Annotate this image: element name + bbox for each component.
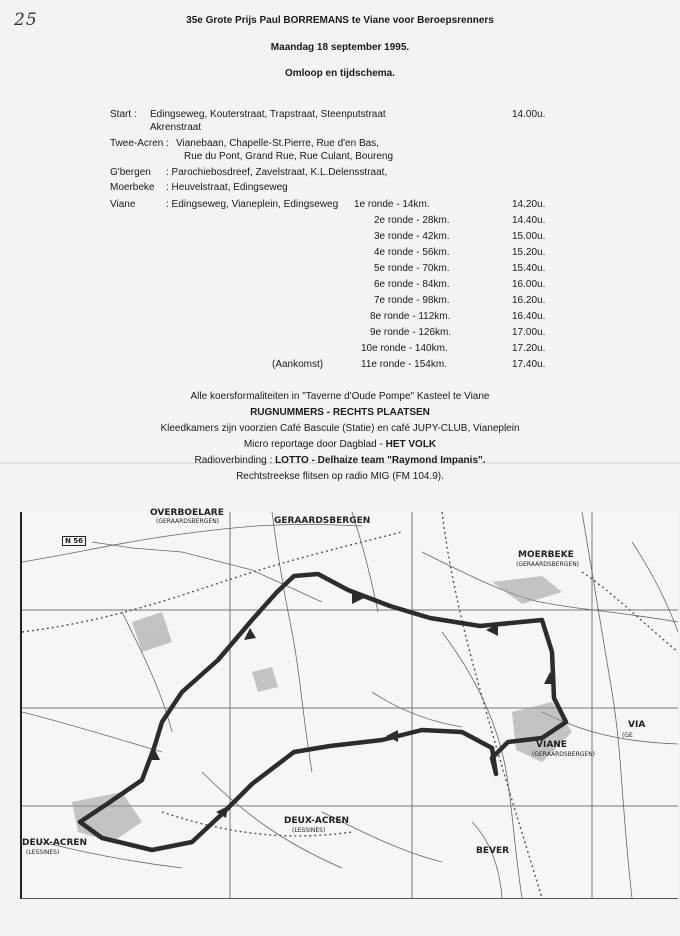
label-deux-acren-left-sub: (LESSINES) <box>26 849 60 856</box>
radio-link-info <box>0 455 680 466</box>
road-sign-n56: N 56 <box>62 536 86 546</box>
viane-streets: : Edingseweg, Vianeplein, Edingseweg <box>166 199 339 210</box>
lap-9: 9e ronde - 126km. <box>370 327 452 338</box>
label-overboelare-sub: (GERAARDSBERGEN) <box>156 518 220 525</box>
lap-5: 5e ronde - 70km. <box>374 263 450 274</box>
map-roads <box>22 512 678 898</box>
lap-9-time: 17.00u. <box>512 327 546 338</box>
twee-acren-streets: Vianebaan, Chapelle-St.Pierre, Rue d'en Bas, <box>176 138 379 149</box>
lap-4-time: 15.20u. <box>512 247 546 258</box>
formalities-info: Alle koersformaliteiten in "Taverne d'Oude Pompe" Kasteel te Viane <box>190 391 490 402</box>
lap-11-time: 17.40u. <box>512 359 546 370</box>
route-map <box>20 508 678 899</box>
bib-numbers-info: RUGNUMMERS - RECHTS PLAATSEN <box>250 407 430 418</box>
lap-2: 2e ronde - 28km. <box>374 215 450 226</box>
lap-10-time: 17.20u. <box>512 343 546 354</box>
direction-arrows <box>148 592 556 818</box>
lotto-name: LOTTO <box>275 455 309 466</box>
label-via-edge: VIA <box>628 720 646 730</box>
moerbeke-streets: : Heuvelstraat, Edingseweg <box>166 182 288 193</box>
start-streets: Edingseweg, Kouterstraat, Trapstraat, Steenputstraat <box>150 109 386 120</box>
label-geraardsbergen: GERAARDSBERGEN <box>274 516 371 526</box>
viane-label: Viane <box>110 199 136 210</box>
arrival-label: (Aankomst) <box>272 359 324 370</box>
team-name: - Delhaize team "Raymond Impanis". <box>308 455 486 466</box>
lap-6-time: 16.00u. <box>512 279 546 290</box>
label-viane: VIANE <box>536 740 567 750</box>
lap-10: 10e ronde - 140km. <box>361 343 448 354</box>
gbergen-label: G'bergen <box>110 167 151 178</box>
moerbeke-label: Moerbeke <box>110 182 155 193</box>
race-title: 35e Grote Prijs Paul BORREMANS te Viane voor Beroepsrenners <box>186 15 494 26</box>
map-boundaries <box>22 512 678 898</box>
section-subtitle: Omloop en tijdschema. <box>284 68 396 79</box>
lap-7-time: 16.20u. <box>512 295 546 306</box>
label-overboelare: OVERBOELARE <box>150 508 224 518</box>
lap-6: 6e ronde - 84km. <box>374 279 450 290</box>
newspaper-name: HET VOLK <box>385 439 437 450</box>
gbergen-streets: : Parochiebosdreef, Zavelstraat, K.L.Delensstraat, <box>166 167 388 178</box>
lap-1-time: 14.20u. <box>512 199 546 210</box>
radio-link-prefix: Radioverbinding : <box>194 455 276 466</box>
lap-5-time: 15.40u. <box>512 263 546 274</box>
label-deux-acren-center-sub: (LESSINES) <box>292 827 326 834</box>
lap-2-time: 14.40u. <box>512 215 546 226</box>
radio-report-prefix: Micro reportage door Dagblad - <box>243 439 386 450</box>
lap-3-time: 15.00u. <box>512 231 546 242</box>
lap-3: 3e ronde - 42km. <box>374 231 450 242</box>
lap-4: 4e ronde - 56km. <box>374 247 450 258</box>
start-streets-cont: Akrenstraat <box>150 122 202 133</box>
label-deux-acren-left: DEUX-ACREN <box>22 838 88 848</box>
twee-acren-label: Twee-Acren : <box>110 138 169 149</box>
route-map-drawing <box>22 512 678 898</box>
lap-7: 7e ronde - 98km. <box>374 295 450 306</box>
start-time: 14.00u. <box>512 109 546 120</box>
handwritten-page-number: 25 <box>14 10 38 30</box>
label-moerbeke: MOERBEKE <box>518 550 574 560</box>
lap-11: 11e ronde - 154km. <box>361 359 447 370</box>
label-deux-acren-center: DEUX-ACREN <box>284 816 350 826</box>
start-label: Start : <box>110 109 137 120</box>
label-bever: BEVER <box>476 846 510 856</box>
radio-report-info <box>0 439 680 450</box>
map-grid <box>22 512 678 898</box>
lap-8-time: 16.40u. <box>512 311 546 322</box>
label-viane-sub: (GERAARDSBERGEN) <box>532 751 596 758</box>
map-built-areas <box>72 576 572 842</box>
label-via-edge-sub: (GE <box>622 732 633 739</box>
race-date: Maandag 18 september 1995. <box>270 42 410 53</box>
lap-1: 1e ronde - 14km. <box>354 199 430 210</box>
radio-flash-info: Rechtstreekse flitsen op radio MIG (FM 104.9). <box>236 471 444 482</box>
lap-8: 8e ronde - 112km. <box>370 311 451 322</box>
twee-acren-streets-cont: Rue du Pont, Grand Rue, Rue Culant, Boureng <box>184 151 394 162</box>
changing-rooms-info: Kleedkamers zijn voorzien Café Bascule (Statie) en café JUPY-CLUB, Vianeplein <box>160 423 520 434</box>
label-moerbeke-sub: (GERAARDSBERGEN) <box>516 561 580 568</box>
